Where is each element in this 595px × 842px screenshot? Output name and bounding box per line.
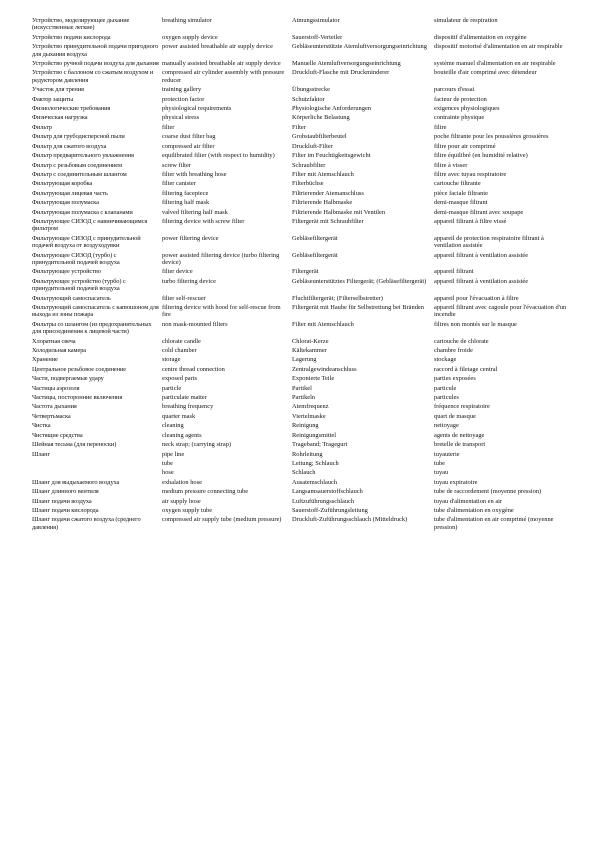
term-english: equilibrated filter (with respect to humidity): [162, 152, 275, 160]
term-english: screw filter: [162, 161, 191, 169]
term-russian: Четвертьмаска: [32, 412, 71, 420]
glossary-row: [32, 162, 575, 171]
glossary-row: [32, 460, 575, 469]
term-french: appareil filtrant à filtre vissé: [434, 217, 507, 225]
term-german: Luftzuführungsschlauch: [292, 497, 355, 505]
term-french: poche filtrante pour les poussières grossières: [434, 133, 549, 141]
term-german: Druckluft-Filter: [292, 142, 333, 150]
glossary-row: [32, 321, 575, 338]
term-english: filter device: [162, 268, 193, 276]
term-french: appareil filtrant à ventilation assistée: [434, 251, 529, 259]
term-german: Atmungssimulator: [292, 17, 340, 24]
term-german: Gebläseunterstütztes Filtergerät; (Gebläsefiltergerät): [292, 277, 427, 285]
term-french: facteur de protection: [434, 95, 487, 103]
term-french: filtre: [434, 123, 447, 131]
glossary-row: [32, 252, 575, 269]
term-english: particulate matter: [162, 394, 207, 402]
term-english: coarse dust filter bag: [162, 133, 216, 141]
term-english: turbo filtering device: [162, 277, 216, 285]
term-english: power assisted breathable air supply device: [162, 43, 273, 51]
term-english: compressed air supply tube (medium pressure): [162, 516, 282, 524]
term-english: filtering half mask: [162, 199, 210, 207]
term-german: Filtergerät mit Haube für Selbstrettung bei Bränden: [292, 304, 424, 311]
term-russian: Фильтрующее СИЗОД (турбо) с принудительной подачей воздуха: [32, 251, 120, 266]
glossary-row: [32, 218, 575, 235]
term-french: particule: [434, 384, 457, 392]
glossary-row: [32, 479, 575, 488]
glossary-row: [32, 295, 575, 304]
term-russian: Части, подвергаемые удару: [32, 375, 104, 383]
term-german: Übungsstrecke: [292, 86, 330, 94]
glossary-row: [32, 432, 575, 441]
term-german: Druckluft-Zuführungsschlauch (Mitteldruck): [292, 516, 408, 524]
glossary-row: [32, 60, 575, 69]
glossary-row: [32, 278, 575, 295]
term-russian: Фильтрующая коробка: [32, 180, 93, 188]
term-russian: Устройство, моделирующее дыхание (искусственные легкие): [32, 17, 130, 32]
term-russian: Участок для трения: [32, 86, 84, 94]
glossary-row: [32, 180, 575, 189]
glossary-row: [32, 488, 575, 497]
term-english: hose: [162, 469, 174, 477]
term-german: Zentralgewindeanschluss: [292, 365, 357, 373]
term-french: exigences physiologiques: [434, 105, 500, 113]
glossary-row: [32, 441, 575, 450]
term-german: Kältekammer: [292, 347, 327, 355]
glossary-row: [32, 394, 575, 403]
term-german: Grobstaubfilterbeutel: [292, 133, 347, 141]
glossary-row: [32, 469, 575, 478]
term-english: cleaning agents: [162, 431, 202, 439]
term-german: Schraubfilter: [292, 161, 326, 169]
term-english: air supply hose: [162, 497, 201, 505]
term-russian: Фильтры со шлангом (из предохранительных для присоединения к лицевой части): [32, 320, 152, 336]
term-german: Partikel: [292, 384, 312, 392]
term-english: centre thread connection: [162, 365, 225, 373]
term-english: filter self-rescuer: [162, 294, 206, 302]
glossary-row: [32, 43, 575, 60]
term-english: filtering facepiece: [162, 189, 209, 197]
term-english: tube: [162, 459, 174, 467]
term-english: physical stress: [162, 114, 200, 122]
term-german: Körperliche Belastung: [292, 114, 350, 122]
term-french: stockage: [434, 356, 457, 364]
term-russian: Физическая нагрузка: [32, 114, 88, 122]
term-russian: Чистящие средства: [32, 431, 83, 439]
term-english: power filtering device: [162, 234, 219, 242]
glossary-row: [32, 375, 575, 384]
term-german: Reinigung: [292, 422, 319, 430]
term-french: cartouche de chlorate: [434, 337, 489, 345]
term-french: fréquence respiratoire: [434, 403, 490, 411]
term-french: dispositif d'alimentation en oxygène: [434, 33, 527, 41]
glossary-row: [32, 86, 575, 95]
term-russian: Фильтр для сжатого воздуха: [32, 142, 107, 150]
term-russian: Устройство принудительной подачи пригодного для дыхания воздуха: [32, 43, 159, 58]
glossary-row: [32, 403, 575, 412]
term-russian: Физиологические требования: [32, 105, 111, 113]
term-russian: Частицы аэрозоля: [32, 384, 80, 392]
glossary-row: [32, 451, 575, 460]
term-german: Atemfrequenz: [292, 403, 329, 411]
term-english: breathing simulator: [162, 17, 212, 24]
term-english: breathing frequency: [162, 403, 214, 411]
glossary-row: [32, 498, 575, 507]
term-russian: Фильтрующая полумаска с клапанами: [32, 208, 133, 216]
term-french: demi-masque filtrant avec soupape: [434, 208, 524, 216]
term-russian: Фильтрующее СИЗОД с принудительной подачей воздуха от воздуходувки: [32, 234, 141, 250]
term-english: exhalation hose: [162, 478, 202, 486]
term-german: Rohrleitung: [292, 450, 323, 458]
glossary-row: [32, 338, 575, 347]
glossary-row: [32, 268, 575, 277]
term-english: pipe line: [162, 450, 185, 458]
term-russian: Фильтрующий самоспасатель с капюшоном для выхода из зоны пожара: [32, 304, 159, 319]
term-french: raccord à filetage central: [434, 365, 498, 373]
glossary-row: [32, 199, 575, 208]
term-french: particules: [434, 394, 459, 402]
term-english: quarter mask: [162, 412, 196, 420]
term-german: Chlorat-Kerze: [292, 337, 329, 345]
term-german: Viertelmaske: [292, 412, 326, 420]
term-russian: Фильтрующая полумаска: [32, 199, 99, 207]
glossary-row: [32, 507, 575, 516]
term-french: bouteille d'air comprimé avec détendeur: [434, 69, 537, 77]
term-german: Schlauch: [292, 469, 316, 477]
term-russian: Фильтр для грубодисперсной пыли: [32, 133, 125, 141]
term-french: système manuel d'alimentation en air respirable: [434, 60, 556, 68]
term-english: cleaning: [162, 422, 184, 430]
term-french: quart de masque: [434, 412, 476, 420]
term-english: oxygen supply device: [162, 33, 218, 41]
term-english: exposed parts: [162, 375, 197, 383]
term-russian: Шейная тесьма (для переноски): [32, 441, 117, 449]
term-english: compressed air cylinder assembly with pressure reducer: [162, 69, 285, 84]
term-french: tuyau expiratoire: [434, 478, 478, 486]
term-french: simulateur de respiration: [434, 17, 498, 24]
term-english: filter: [162, 123, 175, 131]
glossary-row: [32, 34, 575, 43]
term-german: Exponierte Teile: [292, 375, 335, 383]
term-russian: Устройство подачи кислорода: [32, 33, 111, 41]
term-russian: Фильтр с соединительным шлангом: [32, 170, 127, 178]
term-russian: Фильтр с резьбовым соединением: [32, 161, 122, 169]
term-english: neck strap; (carrying strap): [162, 441, 232, 449]
term-french: tuyau: [434, 469, 449, 477]
term-russian: Фильтр предварительного увлажнения: [32, 152, 134, 160]
term-german: Sauerstoff-Zuführungsleitung: [292, 506, 368, 514]
glossary-row: [32, 171, 575, 180]
term-russian: [32, 469, 162, 478]
term-french: bretelle de transport: [434, 441, 486, 449]
term-german: Ausatemschlauch: [292, 478, 338, 486]
term-english: protection factor: [162, 95, 205, 103]
term-russian: Шланг подачи кислорода: [32, 506, 99, 514]
glossary-row: [32, 17, 575, 34]
term-russian: Устройство ручной подачи воздуха для дыхания: [32, 60, 159, 68]
term-french: pièce faciale filtrante: [434, 189, 488, 197]
term-english: non mask-mounted filters: [162, 320, 228, 328]
term-german: Filter: [292, 123, 306, 131]
term-english: filtering device with hood for self-rescue from fire: [162, 304, 281, 319]
term-english: cold chamber: [162, 347, 197, 355]
term-russian: Шланг подачи сжатого воздуха (среднего давления): [32, 516, 141, 531]
glossary-row: [32, 209, 575, 218]
term-russian: Частота дыхания: [32, 403, 77, 411]
term-german: Gebläseunterstützte Atemluftversorgungseinrichtung: [292, 43, 427, 51]
glossary-row: [32, 143, 575, 152]
term-french: agents de nettoyage: [434, 431, 485, 439]
term-german: Manuelle Atemluftversorgungseinrichtung: [292, 60, 401, 68]
term-german: Fluchtfiltergerät; (Filterselbstretter): [292, 294, 383, 302]
term-french: tube d'alimentation en air comprimé (moyenne pression): [434, 516, 554, 531]
term-french: cartouche filtrante: [434, 180, 481, 188]
term-english: filtering device with screw filter: [162, 217, 245, 225]
glossary-row: [32, 69, 575, 86]
glossary-row: [32, 235, 575, 252]
term-german: Sauerstoff-Verteiler: [292, 33, 343, 41]
glossary-row: [32, 516, 575, 533]
term-french: appareil filtrant à ventilation assistée: [434, 277, 529, 285]
term-german: Filtrierender Atemanschluss: [292, 189, 364, 197]
term-french: chambre froide: [434, 347, 473, 355]
term-german: Leitung; Schlauch: [292, 459, 339, 467]
term-russian: Фильтрующее устройство (турбо) с принудительной подачей воздуха: [32, 277, 126, 293]
glossary-row: [32, 304, 575, 321]
term-english: power assisted filtering device (turbo filtering device): [162, 251, 280, 266]
term-russian: Шланг для выдыхаемого воздуха: [32, 478, 120, 486]
glossary-row: [32, 422, 575, 431]
term-french: appareil pour l'évacuation à filtre: [434, 294, 519, 302]
term-french: filtre équilibré (en humidité relative): [434, 152, 528, 160]
term-german: Schutzfaktor: [292, 95, 325, 103]
term-russian: Шланг подачи воздуха: [32, 497, 92, 505]
glossary-row: [32, 96, 575, 105]
term-russian: Центральное резьбовое соединение: [32, 365, 127, 373]
term-german: Filtergerät: [292, 268, 319, 276]
term-russian: [32, 460, 162, 469]
glossary-row: [32, 152, 575, 161]
term-russian: Хранение: [32, 356, 58, 364]
term-french: appareil de protection respiratoire filtrant à ventilation assistée: [434, 234, 544, 250]
term-french: filtre pour air comprimé: [434, 142, 496, 150]
term-german: Filterbüchse: [292, 180, 324, 188]
term-russian: Чистка: [32, 422, 51, 430]
term-german: Gebläsefiltergerät: [292, 234, 338, 242]
term-french: nettoyage: [434, 422, 459, 430]
glossary-row: [32, 133, 575, 142]
glossary-row: [32, 190, 575, 199]
term-english: valved filtering half mask: [162, 208, 228, 216]
term-french: filtre avec tuyau respiratoire: [434, 170, 507, 178]
term-german: Filter im Feuchtigkeitsgewicht: [292, 152, 371, 160]
term-french: appareil filtrant avec cagoule pour l'évacuation d'un incendie: [434, 304, 567, 319]
term-french: parcours d'essai: [434, 86, 475, 94]
term-german: Druckluft-Flasche mit Druckminderer: [292, 69, 390, 77]
term-russian: Шланг: [32, 450, 51, 458]
term-german: Langsamsauerstoffschlauch: [292, 488, 363, 496]
term-russian: Фильтрующая лицевая часть: [32, 189, 108, 197]
term-english: particle: [162, 384, 182, 392]
glossary-row: [32, 356, 575, 365]
term-russian: Холодильная камера: [32, 347, 87, 355]
term-french: tube: [434, 459, 446, 467]
term-russian: Шланг длинного вентиля: [32, 488, 99, 496]
term-german: Gebläsefiltergerät: [292, 251, 338, 259]
term-russian: Фактор защиты: [32, 95, 74, 103]
term-german: Filtergerät mit Schraubfilter: [292, 217, 364, 225]
term-english: medium pressure connecting tube: [162, 488, 249, 496]
glossary-row: [32, 385, 575, 394]
term-french: contrainte physique: [434, 114, 485, 122]
term-english: physiological requirements: [162, 105, 232, 113]
term-german: Lagerung: [292, 356, 317, 364]
term-french: tube d'alimentation en oxygène: [434, 506, 514, 514]
term-german: Partikeln: [292, 394, 316, 402]
term-french: filtres non montés sur le masque: [434, 320, 517, 328]
term-german: Filter mit Atemschlauch: [292, 170, 354, 178]
glossary-row: [32, 366, 575, 375]
glossary-row: [32, 124, 575, 133]
term-russian: Фильтрующее СИЗОД с навинчивающимся фильтром: [32, 217, 148, 233]
term-french: tuyau d'alimentation en air: [434, 497, 503, 505]
term-french: parties exposées: [434, 375, 476, 383]
term-russian: Хлоратная свеча: [32, 337, 76, 345]
term-english: manually assisted breathable air supply device: [162, 60, 281, 68]
term-french: appareil filtrant: [434, 268, 474, 276]
term-french: filtre à visser: [434, 161, 468, 169]
term-french: demi-masque filtrant: [434, 199, 488, 207]
glossary-row: [32, 347, 575, 356]
glossary-body: [32, 17, 575, 533]
glossary-table: [32, 17, 575, 533]
glossary-row: [32, 105, 575, 114]
term-german: Trageband; Tragegurt: [292, 441, 348, 449]
term-german: Reinigungsmittel: [292, 431, 337, 439]
glossary-row: [32, 114, 575, 123]
term-english: chlorate candle: [162, 337, 201, 345]
term-french: tuyauterie: [434, 450, 460, 458]
term-russian: Фильтр: [32, 123, 52, 131]
term-english: storage: [162, 356, 181, 364]
term-french: tube de raccordement (moyenne pression): [434, 488, 542, 496]
term-german: Filtrierende Halbmaske mit Ventilen: [292, 208, 386, 216]
term-russian: Фильтрующее устройство: [32, 268, 101, 276]
term-german: Physiologische Anforderungen: [292, 105, 371, 113]
term-english: training gallery: [162, 86, 202, 94]
term-english: oxygen supply tube: [162, 506, 213, 514]
term-german: Filter mit Atemschlauch: [292, 320, 354, 328]
term-english: filter canister: [162, 180, 196, 188]
term-russian: Частицы, посторонние включения: [32, 394, 123, 402]
term-english: filter with breathing hose: [162, 170, 227, 178]
term-russian: Фильтрующий самоспасатель: [32, 294, 111, 302]
term-french: dispositif motorisé d'alimentation en air respirable: [434, 43, 563, 51]
term-german: Filtrierende Halbmaske: [292, 199, 353, 207]
term-russian: Устройство с баллоном со сжатым воздухом и редуктором давления: [32, 69, 154, 84]
glossary-row: [32, 413, 575, 422]
term-english: compressed air filter: [162, 142, 215, 150]
